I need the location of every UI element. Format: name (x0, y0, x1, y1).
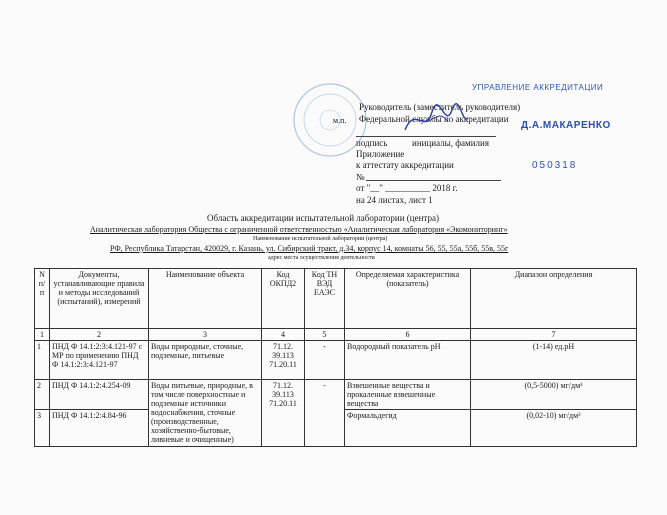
date-line: от "__" __________ 2018 г. (356, 183, 458, 193)
col-number: 6 (345, 329, 471, 341)
table-row (35, 380, 637, 410)
row-range: (0,02-10) мг/дм³ (471, 410, 637, 447)
accreditation-scope-table (34, 268, 637, 447)
header-characteristic: Определяемая характеристика (показатель) (345, 269, 471, 329)
row-okpd: 71.12. 39.113 71.20.11 (262, 380, 305, 447)
row-n: 2 (35, 380, 50, 410)
row-characteristic: Водородный показатель pH (345, 341, 471, 380)
col-number: 5 (305, 329, 345, 341)
row-characteristic: Взвешенные вещества и прокаленные взвешенные вещества (345, 380, 471, 410)
row-range: (0,5-5000) мг/дм³ (471, 380, 637, 410)
signature-icon (400, 100, 470, 140)
document-title: Область аккредитации испытательной лаборатории (центра) (207, 213, 439, 223)
row-okpd: 71.12. 39.113 71.20.11 (262, 341, 305, 380)
appendix-label: Приложение (356, 149, 405, 159)
authority-stamp-text: УПРАВЛЕНИЕ АККРЕДИТАЦИИ (472, 83, 604, 92)
round-stamp-icon (290, 80, 370, 160)
signer-name: Д.А.МАКАРЕНКО (521, 120, 611, 131)
row-tnved: - (305, 380, 345, 447)
col-number: 7 (471, 329, 637, 341)
appendix-to-label: к аттестату аккредитации (356, 160, 454, 170)
col-number: 2 (50, 329, 149, 341)
address-caption: адрес места осуществления деятельности (268, 255, 375, 261)
signature-caption: подпись (356, 138, 388, 148)
head-title-line2: Федеральной службы по аккредитации (359, 114, 509, 124)
col-number: 1 (35, 329, 50, 341)
head-title-line1: Руководитель (заместитель руководителя) (359, 102, 521, 112)
sheets-line: на 24 листах, лист 1 (356, 195, 433, 205)
col-number: 4 (262, 329, 305, 341)
row-object: Воды питьевые, природные, в том числе поверхностные и подземные источники водоснабжения, сточные (производственные, хозяйственно-бытовые, ливневые и очищенные) (149, 380, 262, 447)
header-range: Диапазон определения (471, 269, 637, 329)
header-object: Наименование объекта (149, 269, 262, 329)
row-object: Воды природные, сточные, подземные, питьевые (149, 341, 262, 380)
serial-number: 050318 (532, 160, 578, 171)
lab-address: РФ, Республика Татарстан, 420029, г. Казань, ул. Сибирский тракт, д.34, корпус 14, комнаты 56, 55, 55а, 55б, 55в, 55г (110, 244, 509, 253)
row-doc: ПНД Ф 14.1:2:4.254-09 (50, 380, 149, 410)
row-characteristic: Формальдегид (345, 410, 471, 447)
header-n: N п/п (35, 269, 50, 329)
header-tnved: Код ТН ВЭД ЕАЭС (305, 269, 345, 329)
row-n: 1 (35, 341, 50, 380)
header-okpd: Код ОКПД2 (262, 269, 305, 329)
table-row (35, 341, 637, 380)
row-doc: ПНД Ф 14.1:2:4.84-96 (50, 410, 149, 447)
header-docs: Документы, устанавливающие правила и методы исследований (испытаний), измерений (50, 269, 149, 329)
lab-name-caption: Наименование испытательной лаборатории (центра) (253, 236, 388, 242)
lab-name: Аналитическая лаборатория Общества с ограниченной ответственностью «Аналитическая лаборатория «Экомониторинг» (90, 225, 508, 234)
row-n: 3 (35, 410, 50, 447)
row-tnved: - (305, 341, 345, 380)
number-label: № (356, 172, 365, 182)
mp-label: м.п. (333, 116, 347, 125)
col-number: 3 (149, 329, 262, 341)
name-caption: инициалы, фамилия (412, 138, 489, 148)
row-range: (1-14) ед.pH (471, 341, 637, 380)
row-doc: ПНД Ф 14.1:2:3:4.121-97 с МР по применению ПНД Ф 14.1:2:3:4.121-97 (50, 341, 149, 380)
